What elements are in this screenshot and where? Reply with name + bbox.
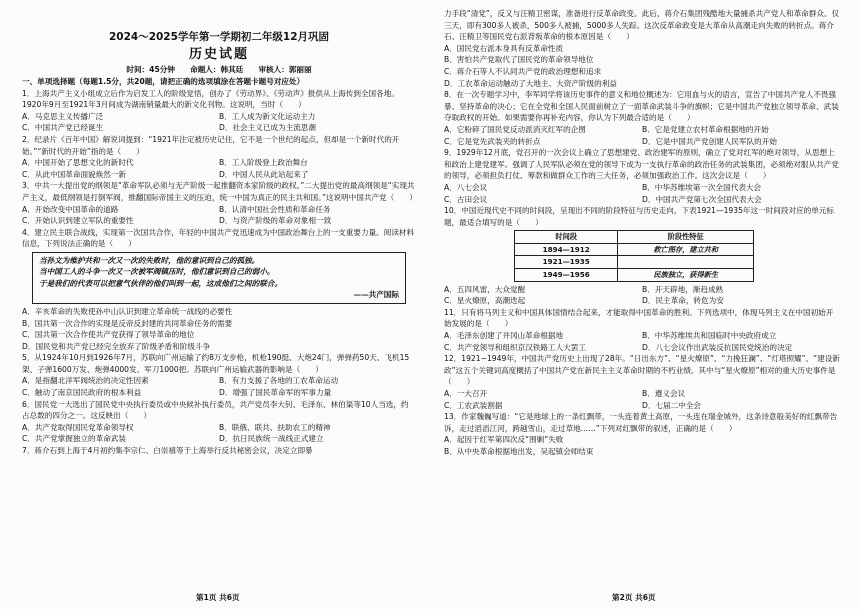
question-11: 11．只有将马列主义和中国具体国情结合起来，才能取得中国革命的胜利。下列选项中，体现马列主义在中国初始开始发展的是（ ） bbox=[444, 307, 834, 329]
question-1-options bbox=[22, 111, 416, 134]
option: B．开天辟地，渐趋成熟 bbox=[642, 284, 724, 294]
option: D．中国共产党第七次全国代表大会 bbox=[642, 194, 762, 204]
exam-title: 2024～2025学年第一学期初二年级12月巩固 bbox=[108, 31, 330, 43]
option: C．蒋介石等人不认同共产党的政治理想和追求 bbox=[444, 66, 602, 76]
quote-line: 当孙文为维护共和一次又一次的失败时，他的意识到自己的孤独。 bbox=[39, 255, 260, 265]
option: A．一大召开 bbox=[444, 389, 488, 398]
option: C．星火燎原，高潮迭起 bbox=[444, 296, 526, 306]
question-5-options bbox=[22, 375, 416, 398]
option: D．社会主义已成为主流思潮 bbox=[219, 123, 316, 133]
question-11-options bbox=[444, 330, 840, 353]
question-9: 9．1929年12月底，党召开的一次会议上确立了思想建党、政治建军的原则，确立了党对红军的绝对领导，从思想上和政治上建党建军。强调了人民军队必须在党的领导下成为一支执行革命的政治任务的武装集团，必须绝对服从共产党的领导，必须担负打仗、筹款和做群众工作的三大任务，必须加强政治工作。这次会议是（ ） bbox=[444, 148, 839, 181]
option: A．中国开始了思想文化的新时代 bbox=[22, 158, 134, 168]
option: B．工人成为新文化运动主力 bbox=[219, 111, 316, 121]
option: B．有力支援了各地的工农革命运动 bbox=[219, 376, 339, 386]
question-2: 2．纪录片《百年中国》解说词提到：“1921年注定被历史记住，它不是一个世纪的起点，但却是一个新时代的开始。”“新时代的开始”指的是（ ） bbox=[22, 134, 400, 156]
option: A．马克思主义传播广泛 bbox=[22, 111, 104, 121]
option: B．工人阶级登上政治舞台 bbox=[219, 158, 308, 168]
right-column bbox=[444, 8, 840, 458]
question-12: 12．1921~1949年，中国共产党历史上出现了28年。“日出东方”、“星火燎原”、“力挽狂澜”、“灯塔照耀”、“建设新政”这五个关键词高度概括了中国共产党在新民主主义革命时期的不朽业绩。其中与“星火燎原”相对的重大历史事件是（ ） bbox=[444, 354, 840, 387]
option: C．古田会议 bbox=[444, 194, 488, 204]
question-6: 6．国民党一大选出了国民党中央执行委员或中央候补执行委员，共产党员李大钊、毛泽东、林伯渠等10人当选，约占总数的四分之一。这反映出（ ） bbox=[22, 399, 409, 421]
table-cell-blank bbox=[618, 256, 754, 269]
option: C．工农武装割据 bbox=[444, 400, 503, 410]
question-13: 13．作家魏巍写道：“它是地球上的一条红飘带，一头连着黄土高原，一头连在瑞金城外，这条诗意般美好的红飘带告诉，走过滔滔江河，跨越雪山，走过草地……”下列对红飘带的叙述，正确的是（ ） bbox=[444, 412, 838, 433]
table-header: 阶段性特征 bbox=[618, 231, 754, 244]
table-header: 时间段 bbox=[515, 231, 618, 244]
exam-meta: 时间：45分钟 命题人：韩其廷 审核人：郭丽丽 bbox=[126, 65, 312, 74]
question-8: 8．在一次专题学习中，李军同学将该历史事件的意义和地位概述为：它用血与火的语言，宣告了中国共产党人不畏强暴、坚持革命的决心；它在全党和全国人民面前树立了一面革命武装斗争的旗帜；它是中国共产党独立领导革命、武装夺取政权的开始。如果需要你再补充内容，你认为下列最合适的是（ ） bbox=[444, 90, 839, 123]
question-13-options bbox=[444, 434, 840, 457]
option: A．辛亥革命的失败使孙中山认识到建立革命统一战线的必要性 bbox=[22, 306, 233, 316]
option: C．共产党领导和组织京汉铁路工人大罢工 bbox=[444, 342, 586, 352]
option: A．国民党右派本身具有反革命性质 bbox=[444, 43, 564, 53]
option: A．五四风雷，大众觉醒 bbox=[444, 284, 526, 294]
option: A．共产党取得国民党革命领导权 bbox=[22, 422, 134, 432]
option: D．它是中国共产党创建人民军队的开始 bbox=[642, 136, 777, 146]
table-row bbox=[515, 256, 754, 269]
option: D．七届二中全会 bbox=[642, 400, 702, 410]
option: D．中国人民从此站起来了 bbox=[219, 169, 309, 179]
option: C．共产党掌握独立的革命武装 bbox=[22, 434, 127, 444]
option: D．工农革命运动触动了大地主、大资产阶级的利益 bbox=[444, 78, 617, 88]
option: B．害怕共产党取代了国民党的革命领导地位 bbox=[444, 55, 594, 65]
question-4: 4．建立民主联合战线，实现第一次国共合作，年轻的中国共产党迅速成为中国政治舞台上的一支重要力量。阅读材料信息，下列说法正确的是（ ） bbox=[22, 227, 415, 249]
table-cell: 1949—1956 bbox=[515, 269, 618, 282]
option: C．开始认识到建立军队的重要性 bbox=[22, 216, 134, 226]
question-9-options bbox=[444, 182, 840, 205]
option: B．遵义会议 bbox=[642, 389, 686, 398]
table-header-row bbox=[515, 231, 754, 244]
question-8-options bbox=[444, 124, 840, 147]
option: D．国民党和共产党已经完全放弃了阶级矛盾和阶级斗争 bbox=[22, 341, 211, 351]
question-6-options bbox=[22, 422, 416, 445]
option: A．是指翻北洋军阀统治的决定性因素 bbox=[22, 376, 149, 386]
option: C．从此中国革命面貌焕然一新 bbox=[22, 169, 127, 179]
period-table bbox=[514, 230, 754, 281]
option: B．认清中国社会性质和革命任务 bbox=[219, 204, 331, 214]
left-column bbox=[22, 8, 416, 457]
option: D．与资产阶级的革命对象相一致 bbox=[219, 216, 332, 226]
question-7-options bbox=[444, 43, 840, 89]
table-cell: 民族独立，获得新生 bbox=[618, 269, 754, 282]
question-10: 10．中国近现代史不同的时间段，呈现出不同的阶段特征与历史走向，下表1921—1935年这一时间段对应的单元标题，最适合填写的是（ ） bbox=[444, 206, 835, 227]
page-footer-left: 第1页 共6页 bbox=[196, 593, 240, 602]
question-7: 7．蒋介石到上海于4月初约集李宗仁、白崇禧等于上海举行反共秘密会议，决定立即暴 bbox=[22, 446, 313, 456]
option: B．它是党建立农村革命根据地的开始 bbox=[642, 124, 769, 134]
quote-source: ——共产国际 bbox=[353, 290, 399, 300]
page-footer-right: 第2页 共6页 bbox=[612, 593, 656, 602]
option: C．中国共产党已经诞生 bbox=[22, 123, 104, 133]
question-12-options bbox=[444, 388, 840, 411]
option: B．国共第一次合作的实现是反帝反封建的共同革命任务的需要 bbox=[22, 318, 233, 328]
option: D．抗日民族统一战线正式建立 bbox=[219, 434, 324, 444]
quote-line: 当中国工人的斗争一次又一次被军阀镇压时，他们意识到自己的弱小。 bbox=[39, 267, 275, 277]
question-3-options bbox=[22, 204, 416, 227]
question-10-options bbox=[444, 284, 840, 307]
exam-subtitle: 历史试题 bbox=[188, 47, 249, 62]
option: B．从中央革命根据地出发，吴起镇会师结束 bbox=[444, 446, 594, 456]
question-4-options bbox=[22, 306, 416, 352]
table-cell: 1894—1912 bbox=[515, 243, 618, 256]
table-row bbox=[515, 243, 754, 256]
table-cell: 1921—1935 bbox=[515, 256, 618, 269]
question-7-continued: 力手段“清党”，反又与汪精卫密谋，准备进行反革命政变。此后，蒋介石集团残酷地大量捕杀共产党人和革命群众。仅三天，即有300多人被杀，500多人被捕，5000多人失踪。这次反革命政变是大革命从高潮走向失败的转折点。蒋介石、汪精卫等国民党右派背叛革命的根本原因是（ ） bbox=[444, 9, 840, 42]
question-2-options bbox=[22, 157, 416, 180]
question-3: 3．中共一大提出党的纲领是“革命军队必须与无产阶级一起推翻资本家阶级的政权。”二大提出党的最高纲领是“实现共产主义，最低纲领是打倒军阀，推翻国际帝国主义的压迫，统一中国为真正的民主共和国。”这说明中国共产党（ ） bbox=[22, 181, 418, 202]
question-1: 1．上海共产主义小组成立后作为启发工人的阶级觉悟，创办了《劳动界》、《劳动声》报供从上海传到全国各地。1920年9月至1921年3月间成为湖南销量最大的新文化刊物。这说明，当时（ ） bbox=[22, 88, 399, 110]
option: B．中华苏维埃共和国临时中央政府成立 bbox=[642, 331, 777, 341]
option: C．国共第一次合作使共产党获得了领导革命的地位 bbox=[22, 330, 195, 340]
option: D．增强了国民革命军的军事力量 bbox=[219, 388, 332, 398]
option: B．联俄、联共、扶助农工的精神 bbox=[219, 422, 331, 432]
question-4-quote-box bbox=[32, 252, 406, 304]
option: A．毛泽东创建了井冈山革命根据地 bbox=[444, 331, 564, 341]
option: D．八七会议作出武装反抗国民党统治的决定 bbox=[642, 342, 793, 352]
option: A．起因于红军第四次反“围剿”失败 bbox=[444, 435, 564, 445]
section-heading: 一、单项选择题（每题1.5分，共20题，请把正确的选项填涂在答题卡题号对应处） bbox=[22, 77, 305, 86]
option: A．八七会议 bbox=[444, 182, 488, 192]
table-cell: 救亡图存，建立共和 bbox=[618, 243, 754, 256]
option: A．开始改变中国革命的道路 bbox=[22, 204, 119, 214]
option: C．触动了南京国民政府的根本利益 bbox=[22, 388, 142, 398]
question-5: 5．从1924年10月到1926年7月，苏联向广州运输了约8万支步枪，机枪190挺、大炮24门，弹弹药50天、飞机15架、子弹1600万发、炮弹4000发、军刀1000把。苏联向广州运输武器的影响是（ ） bbox=[22, 353, 410, 374]
table-row bbox=[515, 269, 754, 282]
option: B．中华苏维埃第一次全国代表大会 bbox=[642, 182, 762, 192]
option: D．民主革命，转危为安 bbox=[642, 296, 724, 306]
quote-line: 于是我们的代表可以把意气伙伴的他们叫到一起，这成他们之间的联合。 bbox=[39, 278, 282, 288]
option: C．它是党先武装夹的转折点 bbox=[444, 136, 541, 146]
option: A．它粉碎了国民党反动派消灭红军的企图 bbox=[444, 124, 586, 134]
